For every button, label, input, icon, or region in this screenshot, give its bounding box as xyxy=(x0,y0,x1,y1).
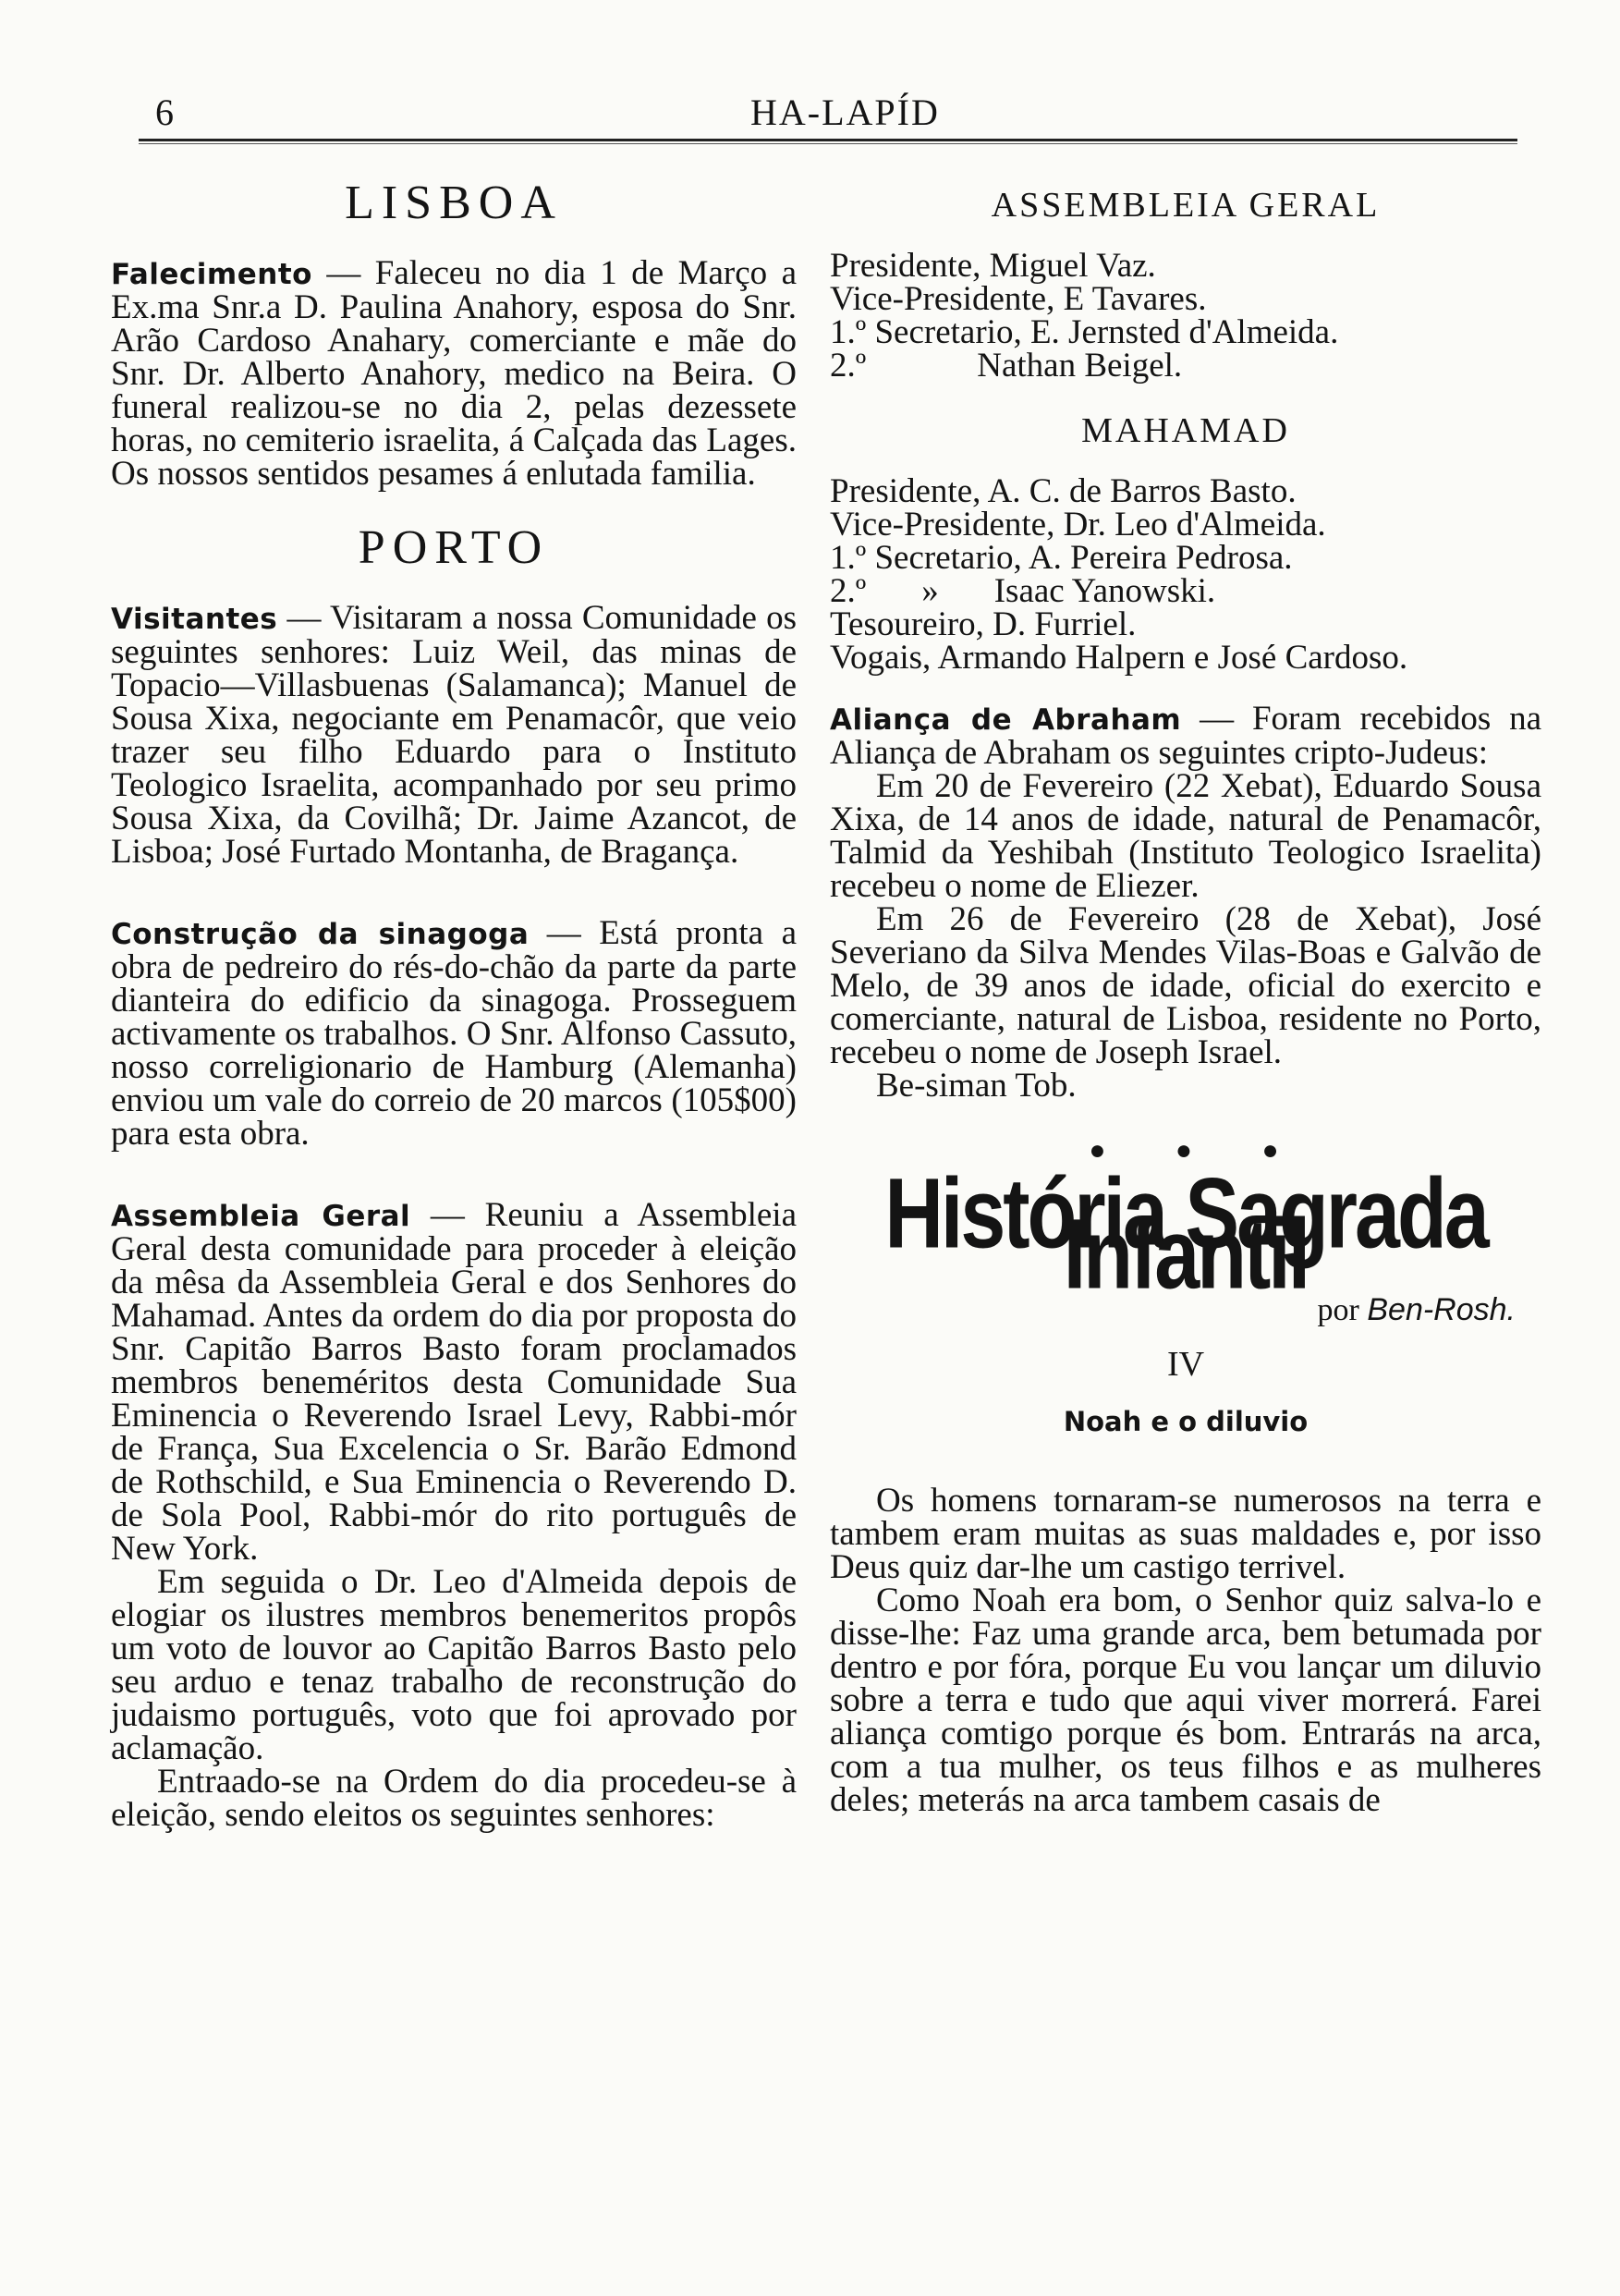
paragraph-be-siman-tob: Be-siman Tob. xyxy=(876,1067,1077,1105)
text-assembleia: — Reuniu a Assembleia Geral desta comunidade para proceder à eleição da mêsa da Assembleia Geral e dos Senhores do Mahamad. Antes da ordem do dia por proposta do Snr. Capitão Barros Basto foram proclamados membros beneméritos desta Comunidade Sua Eminencia o Reverendo Israel Levy, Rabbi-mór de França, Sua Excelencia o Sr. Barão Edmond de Rothschild, e Sua Eminencia o Reverendo D. de Sola Pool, Rabbi-mór do rito português de New York. xyxy=(111,1196,797,1568)
byline-author: Ben-Rosh. xyxy=(1367,1292,1516,1327)
mahamad-presidente: Presidente, A. C. de Barros Basto. xyxy=(830,472,1297,510)
chapter-number: IV xyxy=(1166,1345,1205,1384)
article-assembleia xyxy=(111,1196,797,1568)
lead-assembleia: Assembleia Geral xyxy=(111,1200,411,1233)
byline-by: por xyxy=(1317,1293,1359,1327)
header-rule xyxy=(139,139,1517,144)
paragraph-jose: Em 26 de Fevereiro (28 de Xebat), José Severiano da Silva Mendes Vilas-Boas e Galvão de Melo, de 39 anos de idade, oficial do exercito e comerciante, natural de Lisboa, residente no Porto, recebeu o nome de Joseph Israel. xyxy=(830,900,1541,1071)
paragraph-homens: Os homens tornaram-se numerosos na terra e tambem eram muitas as suas maldades e, por isso Deus quiz dar-lhe um castigo terrivel. xyxy=(830,1482,1541,1586)
paragraph-voto-louvor: Em seguida o Dr. Leo d'Almeida depois de elogiar os ilustres membros benemeritos propôs um voto de louvor ao Capitão Barros Basto pelo seu arduo e tenaz trabalho de reconstrução do judaismo português, voto que foi aprovado por aclamação. xyxy=(111,1563,797,1767)
article-construcao xyxy=(111,914,797,1153)
assembleia-2-secretario xyxy=(830,349,1541,383)
section-title-assembleia-geral: ASSEMBLEIA GERAL xyxy=(991,186,1381,225)
mahamad-tesoureiro: Tesoureiro, D. Furriel. xyxy=(830,605,1137,643)
assembleia-2-name: Nathan Beigel. xyxy=(977,347,1183,385)
article-visitantes xyxy=(111,599,797,871)
text-falecimento: — Faleceu no dia 1 de Março a Ex.ma Snr.a D. Paulina Anahory, esposa do Snr. Arão Cardoso Anahary, comerciante e mãe do Snr. Dr. Alberto Anahory, medico na Beira. O funeral realizou-se no dia 2, pelas dezessete horas, no cemiterio israelita, á Calçada das Lages. Os nossos sentidos pesames á enlutada familia. xyxy=(111,254,797,493)
historia-title: História Sagrada Infantil xyxy=(884,1157,1487,1310)
text-visitantes: — Visitaram a nossa Comunidade os seguintes senhores: Luiz Weil, das minas de Topacio—Villasbuenas (Salamanca); Manuel de Sousa Xixa, negociante em Penamacôr, que veio trazer seu filho Eduardo para o Instituto Teologico Israelita, acompanhado por seu primo Sousa Xixa, da Covilhã; Dr. Jaime Azancot, de Lisboa; José Furtado Montanha, de Bragança. xyxy=(111,599,797,871)
mahamad-vice-presidente: Vice-Presidente, Dr. Leo d'Almeida. xyxy=(830,506,1326,543)
assembleia-presidente: Presidente, Miguel Vaz. xyxy=(830,247,1156,285)
assembleia-1-secretario: 1.º Secretario, E. Jernsted d'Almeida. xyxy=(830,313,1339,351)
section-title-porto: PORTO xyxy=(358,521,550,574)
text-construcao: — Está pronta a obra de pedreiro do rés-do-chão da parte da parte dianteira do edificio da sinagoga. Prosseguem activamente os trabalhos. O Snr. Alfonso Cassuto, nosso correligionario de Hamburg (Alemanha) enviou um vale do correio de 20 marcos (105$00) para esta obra. xyxy=(111,914,797,1153)
lead-alianca: Aliança de Abraham xyxy=(830,703,1182,737)
mahamad-2-secretario xyxy=(830,572,1541,610)
journal-title: HA-LAPÍD xyxy=(750,92,940,133)
lead-construcao: Construção da sinagoga xyxy=(111,918,530,951)
lead-visitantes: Visitantes xyxy=(111,603,278,636)
assembleia-vice-presidente: Vice-Presidente, E Tavares. xyxy=(830,280,1207,318)
ditto-mark: » xyxy=(921,572,939,610)
mahamad-2-label: 2.º xyxy=(830,572,867,610)
article-alianca xyxy=(830,702,1541,770)
page-number: 6 xyxy=(155,92,174,133)
chapter-subtitle: Noah e o diluvio xyxy=(1063,1406,1309,1437)
paragraph-eduardo: Em 20 de Fevereiro (22 Xebat), Eduardo Sousa Xixa, de 14 anos de idade, natural de Penamacôr, Talmid da Yeshibah (Instituto Teologico Israelita) recebeu o nome de Eliezer. xyxy=(830,767,1541,905)
mahamad-vogais: Vogais, Armando Halpern e José Cardoso. xyxy=(830,639,1408,677)
mahamad-1-secretario: 1.º Secretario, A. Pereira Pedrosa. xyxy=(830,539,1293,577)
article-falecimento xyxy=(111,254,797,493)
paragraph-eleicao: Entraado-se na Ordem do dia procedeu-se à eleição, sendo eleitos os seguintes senhores: xyxy=(111,1763,797,1834)
text-alianca: — Foram recebidos na Aliança de Abraham os seguintes cripto-Judeus: xyxy=(830,700,1541,772)
section-divider-dots: ● ● ● xyxy=(1089,1135,1310,1166)
section-title-lisboa: LISBOA xyxy=(345,177,563,229)
assembleia-2-label: 2.º xyxy=(830,347,867,385)
paragraph-noah: Como Noah era bom, o Senhor quiz salva-lo e disse-lhe: Faz uma grande arca, bem betumada por dentro e por fóra, porque Eu vou lançar um diluvio sobre a terra e tudo que aqui viver morrerá. Farei aliança comtigo porque és bom. Entrarás na arca, com a tua mulher, os teus filhos e as mulheres deles; meterás na arca tambem casais de xyxy=(830,1582,1541,1819)
mahamad-2-name: Isaac Yanowski. xyxy=(993,572,1216,610)
section-title-mahamad: MAHAMAD xyxy=(1081,411,1290,450)
lead-falecimento: Falecimento xyxy=(111,258,312,291)
right-column xyxy=(830,176,1541,1817)
left-column xyxy=(111,176,797,1832)
